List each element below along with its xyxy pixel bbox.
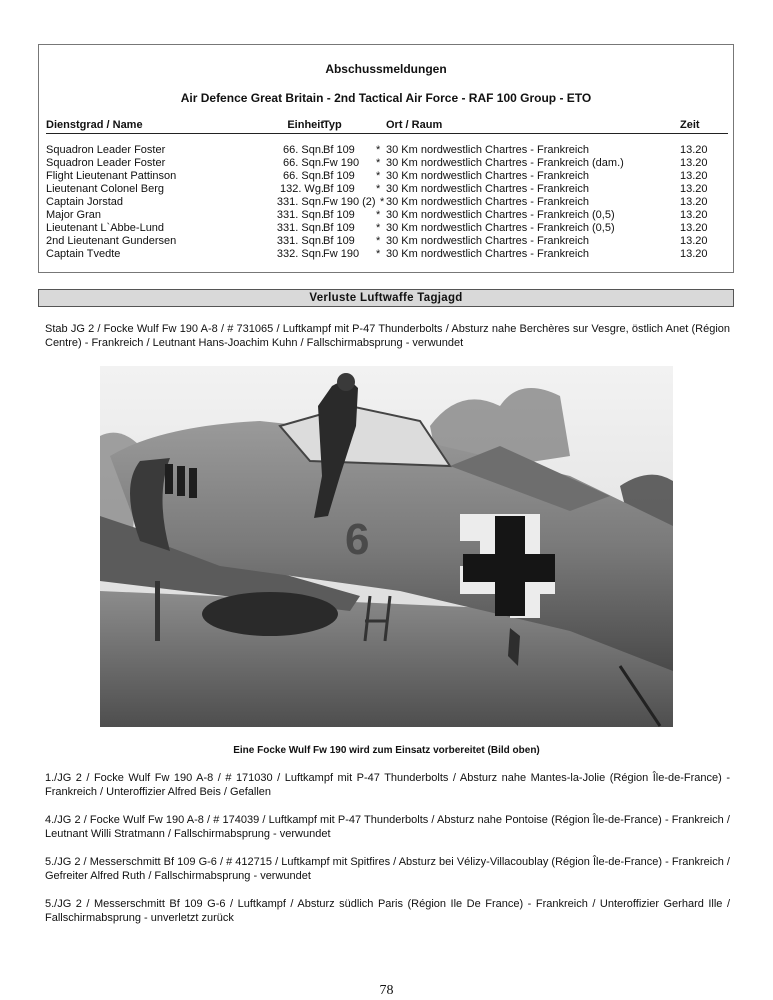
claim-star: * (376, 157, 381, 169)
column-header-place: Ort / Raum (386, 119, 443, 131)
claim-time: 13.20 (680, 144, 708, 156)
claim-star: * (376, 183, 381, 195)
claim-unit: 66. Sqn. (283, 170, 324, 182)
claim-type: Bf 109 (323, 144, 355, 156)
claims-subtitle: Air Defence Great Britain - 2nd Tactical Air Force - RAF 100 Group - ETO (180, 91, 592, 105)
claim-star: * (376, 222, 381, 234)
claim-rank: Captain Tvedte (46, 248, 121, 260)
loss-entry-1: Stab JG 2 / Focke Wulf Fw 190 A-8 / # 731065 / Luftkampf mit P-47 Thunderbolts / Absturz nahe Berchères sur Vesgre, östlich Anet (Région Centre) - Frankreich / Leutnant Hans-Joachim Kuhn / Fallschirmabsprung - verwundet (45, 323, 730, 349)
claims-table-body (46, 144, 728, 261)
claim-unit: 331. Sqn. (276, 196, 324, 208)
claim-rank: Squadron Leader Foster (46, 144, 166, 156)
loss-entry-5: 5./JG 2 / Messerschmitt Bf 109 G-6 / Luftkampf / Absturz südlich Paris (Région Ile De France) - Frankreich / Unteroffizier Gerhard Ille / Fallschirmabsprung - unverletzt zurück (45, 898, 730, 924)
column-header-time: Zeit (680, 119, 700, 131)
claim-place: 30 Km nordwestlich Chartres - Frankreich (0,5) (386, 222, 615, 234)
claim-place: 30 Km nordwestlich Chartres - Frankreich (386, 196, 589, 208)
claim-unit: 66. Sqn. (283, 157, 324, 169)
claim-star: * (376, 209, 381, 221)
column-header-unit: Einheit (287, 119, 324, 131)
claims-title: Abschussmeldungen (325, 62, 447, 76)
claim-time: 13.20 (680, 170, 708, 182)
claim-unit: 331. Sqn. (276, 209, 324, 221)
loss-entry-4: 5./JG 2 / Messerschmitt Bf 109 G-6 / # 412715 / Luftkampf mit Spitfires / Absturz bei Vélizy-Villacoublay (Région Île-de-France) - Frankreich / Gefreiter Alfred Ruth / Fallschirmabsprung - verwundet (45, 856, 730, 882)
table-row (46, 209, 728, 222)
table-row (46, 235, 728, 248)
aircraft-photo (100, 366, 673, 727)
claims-table-header (46, 119, 728, 134)
table-row (46, 144, 728, 157)
claim-rank: Flight Lieutenant Pattinson (46, 170, 177, 182)
claim-type: Fw 190 (323, 248, 360, 260)
claim-place: 30 Km nordwestlich Chartres - Frankreich (dam.) (386, 157, 624, 169)
claim-place: 30 Km nordwestlich Chartres - Frankreich (386, 183, 589, 195)
claim-type: Bf 109 (323, 235, 355, 247)
claim-unit: 132. Wg. (279, 183, 324, 195)
claim-place: 30 Km nordwestlich Chartres - Frankreich (386, 170, 589, 182)
claim-place: 30 Km nordwestlich Chartres - Frankreich (386, 235, 589, 247)
claim-star: * (376, 144, 381, 156)
claim-time: 13.20 (680, 157, 708, 169)
claim-type: Bf 109 (323, 222, 355, 234)
claim-type: Fw 190 (323, 157, 360, 169)
claim-time: 13.20 (680, 196, 708, 208)
table-row (46, 196, 728, 209)
claim-place: 30 Km nordwestlich Chartres - Frankreich (386, 144, 589, 156)
page-number: 78 (379, 983, 394, 998)
claim-rank: Lieutenant L`Abbe-Lund (46, 222, 165, 234)
claim-type: Bf 109 (323, 209, 355, 221)
claim-unit: 331. Sqn. (276, 235, 324, 247)
claim-time: 13.20 (680, 235, 708, 247)
table-row (46, 170, 728, 183)
claim-rank: Captain Jorstad (46, 196, 124, 208)
claim-rank: Lieutenant Colonel Berg (46, 183, 165, 195)
claim-type: Bf 109 (323, 183, 355, 195)
losses-heading: Verluste Luftwaffe Tagjagd (38, 289, 734, 307)
claim-rank: Squadron Leader Foster (46, 157, 166, 169)
claim-star: * (380, 196, 385, 208)
claim-rank: Major Gran (46, 209, 102, 221)
claim-place: 30 Km nordwestlich Chartres - Frankreich (0,5) (386, 209, 615, 221)
table-row (46, 248, 728, 261)
claim-time: 13.20 (680, 209, 708, 221)
claim-time: 13.20 (680, 248, 708, 260)
photo-caption: Eine Focke Wulf Fw 190 wird zum Einsatz vorbereitet (Bild oben) (233, 745, 540, 756)
claim-place: 30 Km nordwestlich Chartres - Frankreich (386, 248, 589, 260)
aircraft-illustration (100, 366, 673, 727)
aircraft-marking-number: 6 (345, 515, 370, 564)
claim-star: * (376, 235, 381, 247)
claim-time: 13.20 (680, 183, 708, 195)
claim-type: Bf 109 (323, 170, 355, 182)
loss-entry-3: 4./JG 2 / Focke Wulf Fw 190 A-8 / # 174039 / Luftkampf mit P-47 Thunderbolts / Absturz nahe Pontoise (Région Île-de-France) - Frankreich / Leutnant Willi Stratmann / Fallschirmabsprung - verwundet (45, 814, 730, 840)
claim-unit: 332. Sqn. (276, 248, 324, 260)
column-header-type: Typ (323, 119, 342, 131)
table-row (46, 222, 728, 235)
claim-type: Fw 190 (2) (323, 196, 376, 208)
claims-box (38, 44, 734, 273)
claim-star: * (376, 170, 381, 182)
table-row (46, 157, 728, 170)
column-header-rank: Dienstgrad / Name (46, 119, 143, 131)
table-row (46, 183, 728, 196)
claim-rank: 2nd Lieutenant Gundersen (46, 235, 177, 247)
claim-star: * (376, 248, 381, 260)
claim-time: 13.20 (680, 222, 708, 234)
loss-entry-2: 1./JG 2 / Focke Wulf Fw 190 A-8 / # 171030 / Luftkampf mit P-47 Thunderbolts / Absturz nahe Mantes-la-Jolie (Région Île-de-France) - Frankreich / Unteroffizier Alfred Beis / Gefallen (45, 772, 730, 798)
claim-unit: 66. Sqn. (283, 144, 324, 156)
claim-unit: 331. Sqn. (276, 222, 324, 234)
